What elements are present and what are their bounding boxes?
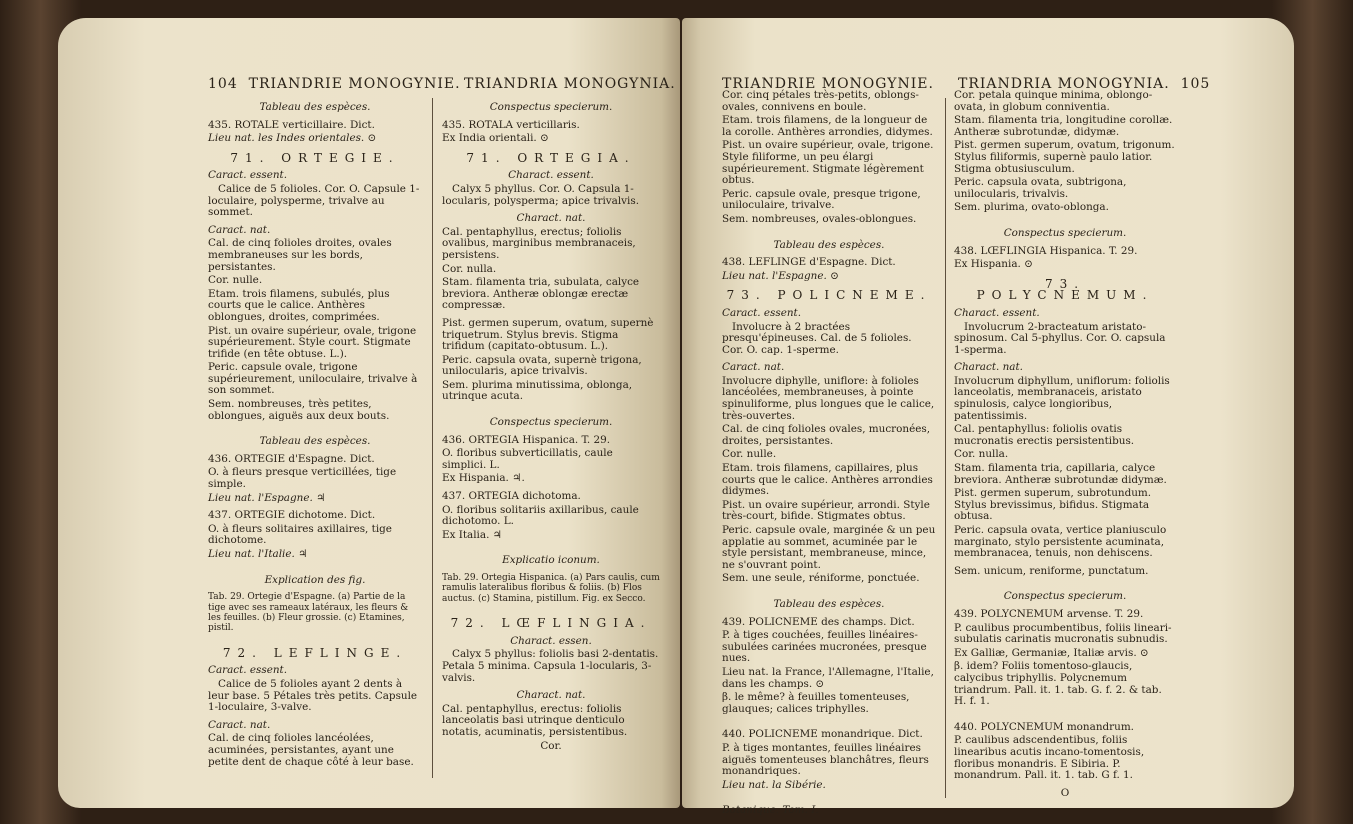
right-page-number: 105 bbox=[1180, 76, 1211, 92]
text-line: 71. ORTEGIA. bbox=[466, 150, 636, 165]
text-line: 72. LEFLINGE. bbox=[222, 645, 408, 660]
text-line: Caract. essent. bbox=[208, 169, 288, 182]
text-line: Pist. un ovaire supérieur, ovale, trigone. Style filiforme, un peu élargi supérieurement. Stigmate légèrement obtus. bbox=[722, 139, 934, 187]
text-line: Charact. essent. bbox=[508, 169, 594, 182]
text-line: Pist. germen superum, subrotundum. Stylus brevissimus, bifidus. Stigmata obtusa. bbox=[954, 487, 1152, 523]
text-line: 438. LŒFLINGIA Hispanica. T. 29. bbox=[954, 244, 1138, 257]
text-line: Cor. nulla. bbox=[442, 262, 497, 275]
text-line: Tab. 29. Ortegia Hispanica. (a) Pars caulis, cum ramulis lateralibus floribus & foliis. (b) Flos auctus. (c) Stamina, pistillum. Fig. ex Secco. bbox=[442, 573, 660, 604]
text-line: Stam. filamenta tria, subulata, calyce breviora. Antheræ oblongæ erectæ compressæ. bbox=[442, 276, 640, 312]
text-line: Charact. nat. bbox=[516, 212, 586, 225]
text-line: Peric. capsula ovata, subtrigona, unilocularis, trivalvis. bbox=[954, 176, 1127, 200]
text-line: Etam. trois filamens, de la longueur de la corolle. Anthères arrondies, didymes. bbox=[722, 114, 933, 138]
text-line: Tableau des espèces. bbox=[259, 101, 371, 113]
text-line: O bbox=[1060, 786, 1070, 799]
text-line: Conspectus specierum. bbox=[489, 416, 613, 429]
text-line: Peric. capsula ovata, vertice planiusculo marginato, stylo persistente acuminata, membranacea, tenuis, non dehiscens. bbox=[954, 524, 1167, 560]
text-line: Cal. pentaphyllus, erectus; foliolis ovalibus, marginibus membranaceis, persistens. bbox=[442, 225, 636, 261]
text-line: Calice de 5 folioles ayant 2 dents à leur base. 5 Pétales très petits. Capsule 1-loculaire, 3-valve. bbox=[208, 678, 418, 714]
text-line: Tableau des espèces. bbox=[259, 435, 371, 448]
text-line: Tableau des espèces. bbox=[773, 238, 885, 251]
text-line: O. à fleurs presque verticillées, tige simple. bbox=[208, 466, 397, 491]
right-page bbox=[682, 18, 1294, 817]
text-line: Explicatio iconum. bbox=[502, 554, 600, 567]
text-line: 435. ROTALA verticillaris. bbox=[442, 118, 580, 131]
text-line: 440. POLYCNEMUM monandrum. bbox=[954, 720, 1134, 733]
text-line: P. caulibus adscendentibus, foliis linearibus acutis incano-tomentosis, floribus monandris. E Sibiria. P. monandrum. Pall. it. 1. tab. G f. 1. bbox=[954, 734, 1145, 782]
text-line: Ex Galliæ, Germaniæ, Italiæ arvis. ⊙ bbox=[954, 646, 1149, 659]
left-french-column bbox=[208, 102, 422, 770]
text-line: Calice de 5 folioles. Cor. O. Capsule 1-loculaire, polysperme, trivalve au sommet. bbox=[208, 182, 420, 219]
text-line: Cor. nulla. bbox=[954, 448, 1009, 461]
text-line: Charact. nat. bbox=[954, 361, 1023, 374]
text-line: Conspectus specierum. bbox=[1003, 590, 1127, 603]
text-line: Tab. 29. Ortegie d'Espagne. (a) Partie de la tige avec ses rameaux latéraux, les fleurs & les feuilles. (b) Fleur grossie. (c) Etamines, pistil. bbox=[208, 592, 409, 634]
right-latin-column bbox=[954, 90, 1176, 801]
column-divider bbox=[945, 98, 946, 798]
text-line: O. à fleurs solitaires axillaires, tige dichotome. bbox=[208, 522, 392, 547]
text-line: P. à tiges montantes, feuilles linéaires aiguës tomenteuses blanchâtres, fleurs monandriques. bbox=[722, 741, 929, 778]
text-line: Caract. essent. bbox=[208, 664, 288, 677]
text-line: 439. POLYCNEMUM arvense. T. 29. bbox=[954, 607, 1144, 620]
text-line: Cor. cinq pétales très-petits, oblongs-ovales, connivens en boule. bbox=[722, 89, 919, 113]
text-line: Stam. filamenta tria, longitudine corollæ. Antheræ subrotundæ, didymæ. bbox=[954, 114, 1173, 138]
text-line: Cal. de cinq folioles droites, ovales membraneuses sur les bords, persistantes. bbox=[208, 237, 392, 273]
text-line: P. caulibus procumbentibus, foliis lineari-subulatis carinatis mucronatis subnudis. bbox=[954, 621, 1172, 646]
text-line: 438. LEFLINGE d'Espagne. Dict. bbox=[722, 256, 896, 269]
text-line: Cor. nulle. bbox=[208, 274, 263, 287]
text-line: Charact. essent. bbox=[954, 306, 1040, 319]
text-line: 73. POLICNEME. bbox=[726, 288, 932, 303]
text-line: Cal. pentaphyllus, erectus: foliolis lanceolatis basi utrinque denticulo notatis, acuminatis, persistentibus. bbox=[442, 702, 628, 738]
text-line: Cor. nulle. bbox=[722, 448, 777, 461]
text-line: Cal. pentaphyllus: foliolis ovatis mucronatis erectis persistentibus. bbox=[954, 423, 1135, 447]
text-line: 440. POLICNEME monandrique. Dict. bbox=[722, 728, 923, 741]
text-line: Sem. nombreuses, très petites, oblongues, aiguës aux deux bouts. bbox=[208, 398, 390, 422]
right-head-fr: TRIANDRIE MONOGYNIE. bbox=[722, 76, 934, 92]
text-line: Lieu nat. la Sibérie. bbox=[722, 778, 826, 791]
text-line: Sem. nombreuses, ovales-oblongues. bbox=[722, 212, 917, 225]
text-line: 436. ORTEGIA Hispanica. T. 29. bbox=[442, 433, 611, 446]
text-line: Caract. essent. bbox=[722, 306, 802, 319]
text-line: 436. ORTEGIE d'Espagne. Dict. bbox=[208, 452, 375, 465]
text-line: Ex Italia. ♃ bbox=[442, 528, 502, 541]
text-line: 439. POLICNEME des champs. Dict. bbox=[722, 615, 915, 628]
text-line: Pist. germen superum, ovatum, trigonum. Stylus filiformis, supernè paulo latior. Stigma obtusiusculum. bbox=[954, 139, 1175, 175]
text-line: Caract. nat. bbox=[208, 223, 271, 236]
text-line: Calyx 5 phyllus: foliolis basi 2-dentatis. Petala 5 minima. Capsula 1-locularis, 3-valvis. bbox=[442, 648, 659, 684]
text-line: Caract. nat. bbox=[208, 718, 271, 731]
text-line: 435. ROTALE verticillaire. Dict. bbox=[208, 118, 375, 131]
text-line: β. idem? Foliis tomentoso-glaucis, calycibus triphyllis. Polycnemum triandrum. Pall. it. 1. tab. G. f. 2. & tab. H. f. 1. bbox=[954, 660, 1162, 708]
text-line: Involucrum diphyllum, uniflorum: foliolis lanceolatis, membranaceis, aristato spinulosis, calyce longioribus, patentissimis. bbox=[954, 374, 1170, 422]
left-head-la: TRIANDRIA MONOGYNIA. bbox=[464, 76, 676, 92]
text-line: Peric. capsule ovale, trigone supérieurement, uniloculaire, trivalve à son sommet. bbox=[208, 361, 418, 397]
right-head-la: TRIANDRIA MONOGYNIA. bbox=[958, 76, 1170, 92]
text-line: Lieu nat. les Indes orientales. ⊙ bbox=[208, 132, 377, 145]
left-page bbox=[58, 18, 680, 808]
text-line: P. à tiges couchées, feuilles linéaires-subulées carinées mucronées, presque nues. bbox=[722, 629, 927, 665]
text-line: Calyx 5 phyllus. Cor. O. Capsula 1-locularis, polysperma; apice trivalvis. bbox=[442, 182, 640, 207]
text-line: Lieu nat. la France, l'Allemagne, l'Italie, dans les champs. ⊙ bbox=[722, 665, 934, 690]
text-line: Conspectus specierum. bbox=[1003, 226, 1127, 239]
left-head-fr: TRIANDRIE MONOGYNIE. bbox=[248, 76, 461, 92]
text-line: Sem. unicum, reniforme, punctatum. bbox=[954, 564, 1149, 577]
text-line: 437. ORTEGIA dichotoma. bbox=[442, 490, 581, 503]
text-line: Tableau des espèces. bbox=[773, 597, 885, 610]
text-line: 73. POLYCNEMUM. bbox=[976, 276, 1154, 303]
text-line: Involucrum 2-bracteatum aristato-spinosum. Cal 5-phyllus. Cor. O. capsula 1-sperma. bbox=[954, 320, 1166, 356]
column-divider bbox=[432, 98, 433, 778]
text-line: Pist. un ovaire supérieur, arrondi. Style très-court, bifide. Stigmates obtus. bbox=[722, 498, 930, 523]
text-line: 437. ORTEGIE dichotome. Dict. bbox=[208, 509, 376, 522]
text-line: Lieu nat. l'Italie. ♃ bbox=[208, 548, 308, 560]
text-line: Sem. plurima minutissima, oblonga, utrinque acuta. bbox=[442, 378, 633, 403]
text-line: Ex Hispania. ♃. bbox=[442, 472, 525, 485]
text-line: Lieu nat. l'Espagne. ♃ bbox=[208, 491, 326, 504]
text-line: Involucre diphylle, uniflore: à folioles lancéolées, membraneuses, à pointe spinuliforme, plus longues que le calice, très-ouvertes. bbox=[722, 374, 935, 422]
text-line: Lieu nat. l'Espagne. ⊙ bbox=[722, 269, 839, 282]
text-line: Cal. de cinq folioles lancéolées, acuminées, persistantes, ayant une petite dent de chaque côté à leur base. bbox=[208, 732, 414, 768]
text-line: Botanique. Tom. I. bbox=[722, 804, 819, 817]
text-line: Charact. nat. bbox=[516, 689, 586, 702]
text-line: Peric. capsule ovale, marginée & un peu applatie au sommet, acuminée par le style persistant, membraneuse, mince, ne s'ouvrant point. bbox=[722, 524, 936, 571]
text-line: 71. ORTEGIE. bbox=[230, 150, 400, 165]
text-line: Peric. capsula ovata, supernè trigona, unilocularis, apice trivalvis. bbox=[442, 353, 642, 378]
left-running-head bbox=[208, 76, 461, 92]
text-line: Pist. un ovaire supérieur, ovale, trigone supérieurement. Style court. Stigmate trifide (en tête obtuse. L.). bbox=[208, 324, 417, 360]
text-line: Stam. filamenta tria, capillaria, calyce breviora. Antheræ subrotundæ didymæ. bbox=[954, 462, 1167, 486]
text-line: O. floribus solitariis axillaribus, caule dichotomo. L. bbox=[442, 503, 639, 528]
text-line: Etam. trois filamens, subulés, plus courts que le calice. Anthères oblongues, droites, comprimées. bbox=[208, 287, 390, 323]
text-line: O. floribus subverticillatis, caule simplici. L. bbox=[442, 447, 613, 471]
text-line: 72. LŒFLINGIA. bbox=[450, 616, 652, 631]
text-line: Sem. une seule, réniforme, ponctuée. bbox=[722, 572, 920, 585]
text-line: Involucre à 2 bractées presqu'épineuses. Cal. de 5 folioles. Cor. O. cap. 1-sperme. bbox=[722, 320, 912, 356]
left-page-number: 104 bbox=[208, 76, 238, 92]
text-line: Conspectus specierum. bbox=[489, 101, 613, 113]
text-line: Cal. de cinq folioles ovales, mucronées, droites, persistantes. bbox=[722, 423, 931, 447]
text-line: Ex Hispania. ⊙ bbox=[954, 258, 1033, 271]
text-line: Peric. capsule ovale, presque trigone, uniloculaire, trivalve. bbox=[722, 187, 921, 212]
right-french-column bbox=[722, 90, 936, 819]
text-line: Cor. petala quinque minima, oblongo-ovata, in globum conniventia. bbox=[954, 89, 1153, 113]
text-line: Charact. essen. bbox=[510, 634, 592, 647]
text-line: Caract. nat. bbox=[722, 361, 785, 374]
left-latin-column bbox=[442, 102, 660, 754]
text-line: Explication des fig. bbox=[264, 573, 366, 586]
text-line: Etam. trois filamens, capillaires, plus courts que le calice. Anthères arrondies didymes. bbox=[722, 462, 933, 498]
text-line: Ex India orientali. ⊙ bbox=[442, 132, 549, 145]
text-line: β. le même? à feuilles tomenteuses, glauques; calices triphylles. bbox=[722, 691, 910, 715]
text-line: Sem. plurima, ovato-oblonga. bbox=[954, 201, 1109, 214]
text-line: Cor. bbox=[540, 739, 562, 752]
text-line: Pist. germen superum, ovatum, supernè triquetrum. Stylus brevis. Stigma trifidum (capitato-obtusum. L.). bbox=[442, 316, 654, 353]
